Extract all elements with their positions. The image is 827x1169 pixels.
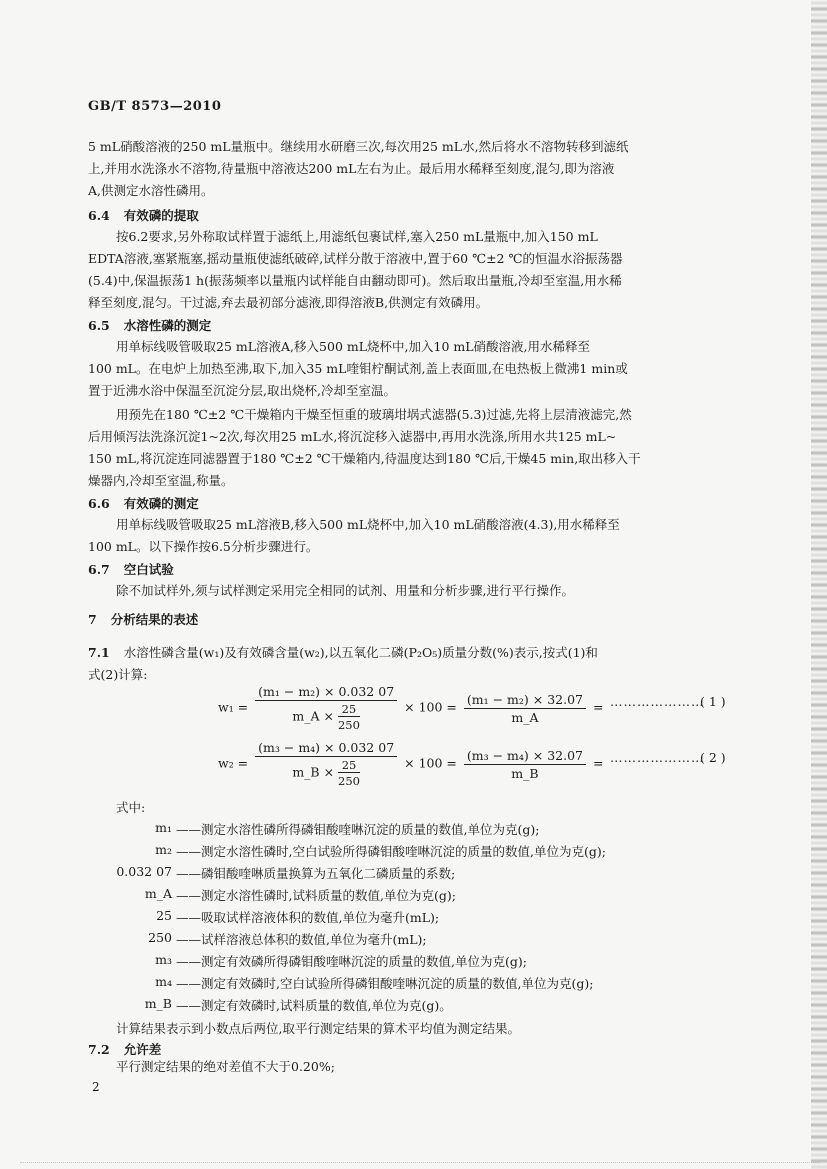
section-number: 6.7 <box>88 562 110 577</box>
definition-symbol: m_B <box>144 996 172 1011</box>
definition-symbol: m₂ <box>155 842 172 857</box>
paragraph-line: (5.4)中,保温振荡1 h(振荡频率以量瓶内试样能自由翻动即可)。然后取出量瓶,冷却至室温,用水稀 <box>88 273 622 288</box>
section-title: 空白试验 <box>123 562 174 577</box>
result-note: 计算结果表示到小数点后两位,取平行测定结果的算术平均值为测定结果。 <box>116 1021 520 1036</box>
intro-line: 5 mL硝酸溶液的250 mL量瓶中。继续用水研磨三次,每次用25 mL水,然后将水不溶物转移到滤纸 <box>88 139 629 154</box>
dilution-fraction <box>338 758 360 788</box>
formula-denominator <box>255 757 397 788</box>
formula-fraction <box>255 684 397 732</box>
page-number: 2 <box>92 1080 100 1094</box>
formula-fraction-simplified <box>464 692 586 725</box>
paragraph-line: 释至刻度,混匀。干过滤,弃去最初部分滤液,即得溶液B,供测定有效磷用。 <box>88 295 489 310</box>
formula-denominator: m_B <box>511 765 539 781</box>
dilution-denominator: 250 <box>337 718 360 732</box>
section-6-6-heading <box>88 494 199 512</box>
section-number: 7.2 <box>88 1042 110 1057</box>
section-7-1-line <box>88 642 748 664</box>
formula-leader: ………………… <box>610 694 705 709</box>
section-text: 水溶性磷含量(w₁)及有效磷含量(w₂),以五氧化二磷(P₂O₅)质量分数(%)表示,按式(1)和 <box>123 645 598 660</box>
formula-lhs: w₁ = <box>218 699 249 715</box>
section-number: 6.6 <box>88 496 110 511</box>
definition-text: ——试样溶液总体积的数值,单位为毫升(mL); <box>176 932 427 947</box>
formula-denominator: m_A <box>511 709 539 725</box>
section-7-1-line: 式(2)计算: <box>88 667 148 682</box>
definition-symbol: m_A <box>144 886 172 901</box>
formula-multiplier: × 100 = <box>404 755 457 771</box>
paragraph-line: 150 mL,将沉淀连同滤器置于180 ℃±2 ℃干燥箱内,待温度达到180 ℃后,干燥45 min,取出移入干 <box>88 451 641 466</box>
paragraph-line: 除不加试样外,须与试样测定采用完全相同的试剂、用量和分析步骤,进行平行操作。 <box>116 583 574 598</box>
section-title: 允许差 <box>123 1042 162 1057</box>
formula-numerator: (m₁ − m₂) × 32.07 <box>464 692 586 709</box>
intro-line: A,供测定水溶性磷用。 <box>88 183 214 198</box>
denominator-mass: m_A × <box>292 708 334 724</box>
formula-numerator: (m₁ − m₂) × 0.032 07 <box>255 684 397 701</box>
section-number: 6.5 <box>88 318 110 333</box>
definition-text: ——吸取试样溶液体积的数值,单位为毫升(mL); <box>176 910 440 925</box>
scan-bottom-edge <box>20 1162 820 1167</box>
section-title: 分析结果的表述 <box>110 612 199 627</box>
equation-number: ( 1 ) <box>700 694 726 709</box>
definition-symbol: m₁ <box>155 820 172 835</box>
paragraph-line: 用单标线吸管吸取25 mL溶液B,移入500 mL烧杯中,加入10 mL硝酸溶液(4.3),用水稀释至 <box>116 517 620 532</box>
formula-2 <box>218 740 603 788</box>
paragraph-line: 后用倾泻法洗涤沉淀1~2次,每次用25 mL水,将沉淀移入滤器中,再用水洗涤,所用水共125 mL~ <box>88 429 617 444</box>
section-6-5-heading <box>88 316 211 334</box>
definition-text: ——测定有效磷时,空白试验所得磷钼酸喹啉沉淀的质量的数值,单位为克(g); <box>176 976 594 991</box>
formula-fraction <box>255 740 397 788</box>
formula-tail: = <box>592 699 604 715</box>
formula-numerator: (m₃ − m₄) × 32.07 <box>464 748 586 765</box>
formula-tail: = <box>592 755 604 771</box>
formula-multiplier: × 100 = <box>404 699 457 715</box>
definition-symbol: 250 <box>148 930 172 945</box>
denominator-mass: m_B × <box>292 764 335 780</box>
section-title: 水溶性磷的测定 <box>123 318 212 333</box>
definition-text: ——测定有效磷所得磷钼酸喹啉沉淀的质量的数值,单位为克(g); <box>176 954 527 969</box>
definition-text: ——测定水溶性磷时,空白试验所得磷钼酸喹啉沉淀的质量的数值,单位为克(g); <box>176 844 606 859</box>
definition-symbol: m₃ <box>155 952 172 967</box>
formula-denominator <box>255 701 397 732</box>
section-6-4-heading <box>88 206 199 224</box>
paragraph-line: 100 mL。在电炉上加热至沸,取下,加入35 mL喹钼柠酮试剂,盖上表面皿,在电热板上微沸1 min或 <box>88 361 628 376</box>
definition-symbol: m₄ <box>155 974 172 989</box>
formula-numerator: (m₃ − m₄) × 0.032 07 <box>255 740 397 757</box>
section-6-7-heading <box>88 560 174 578</box>
scan-edge <box>811 0 827 1169</box>
standard-number: GB/T 8573—2010 <box>88 99 222 114</box>
paragraph-line: EDTA溶液,塞紧瓶塞,摇动量瓶使滤纸破碎,试样分散于溶液中,置于60 ℃±2 ℃的恒温水浴振荡器 <box>88 251 623 266</box>
paragraph-line: 用单标线吸管吸取25 mL溶液A,移入500 mL烧杯中,加入10 mL硝酸溶液,用水稀释至 <box>116 339 591 354</box>
dilution-denominator: 250 <box>338 774 360 788</box>
dilution-numerator: 25 <box>338 758 360 773</box>
dilution-fraction <box>338 702 360 732</box>
paragraph-line: 100 mL。以下操作按6.5分析步骤进行。 <box>88 539 319 554</box>
section-number: 7.1 <box>88 645 110 660</box>
section-title: 有效磷的提取 <box>123 208 199 223</box>
definition-text: ——磷钼酸喹啉质量换算为五氧化二磷质量的系数; <box>176 866 456 881</box>
section-number: 7 <box>88 612 97 627</box>
paragraph-line: 平行测定结果的绝对差值不大于0.20%; <box>116 1059 335 1074</box>
equation-number: ( 2 ) <box>700 750 726 765</box>
section-title: 有效磷的测定 <box>123 496 199 511</box>
paragraph-line: 用预先在180 ℃±2 ℃干燥箱内干燥至恒重的玻璃坩埚式滤器(5.3)过滤,先将上层清液滤完,然 <box>116 407 632 422</box>
dilution-numerator: 25 <box>338 702 360 717</box>
paragraph-line: 燥器内,冷却至室温,称量。 <box>88 473 234 488</box>
formula-lhs: w₂ = <box>218 755 249 771</box>
where-label: 式中: <box>116 800 146 815</box>
section-number: 6.4 <box>88 208 110 223</box>
paragraph-line: 按6.2要求,另外称取试样置于滤纸上,用滤纸包裹试样,塞入250 mL量瓶中,加入150 mL <box>116 229 598 244</box>
formula-leader: ………………… <box>610 750 705 765</box>
definition-text: ——测定水溶性磷所得磷钼酸喹啉沉淀的质量的数值,单位为克(g); <box>176 822 540 837</box>
formula-fraction-simplified <box>464 748 586 781</box>
section-7-heading <box>88 610 198 628</box>
intro-line: 上,并用水洗涤水不溶物,待量瓶中溶液达200 mL左右为止。最后用水稀释至刻度,混匀,即为溶液 <box>88 161 615 176</box>
definition-symbol: 25 <box>156 908 172 923</box>
definition-text: ——测定水溶性磷时,试料质量的数值,单位为克(g); <box>176 888 456 903</box>
definition-text: ——测定有效磷时,试料质量的数值,单位为克(g)。 <box>176 998 452 1013</box>
formula-1 <box>218 684 603 732</box>
definition-symbol: 0.032 07 <box>116 864 172 879</box>
paragraph-line: 置于近沸水浴中保温至沉淀分层,取出烧杯,冷却至室温。 <box>88 383 396 398</box>
